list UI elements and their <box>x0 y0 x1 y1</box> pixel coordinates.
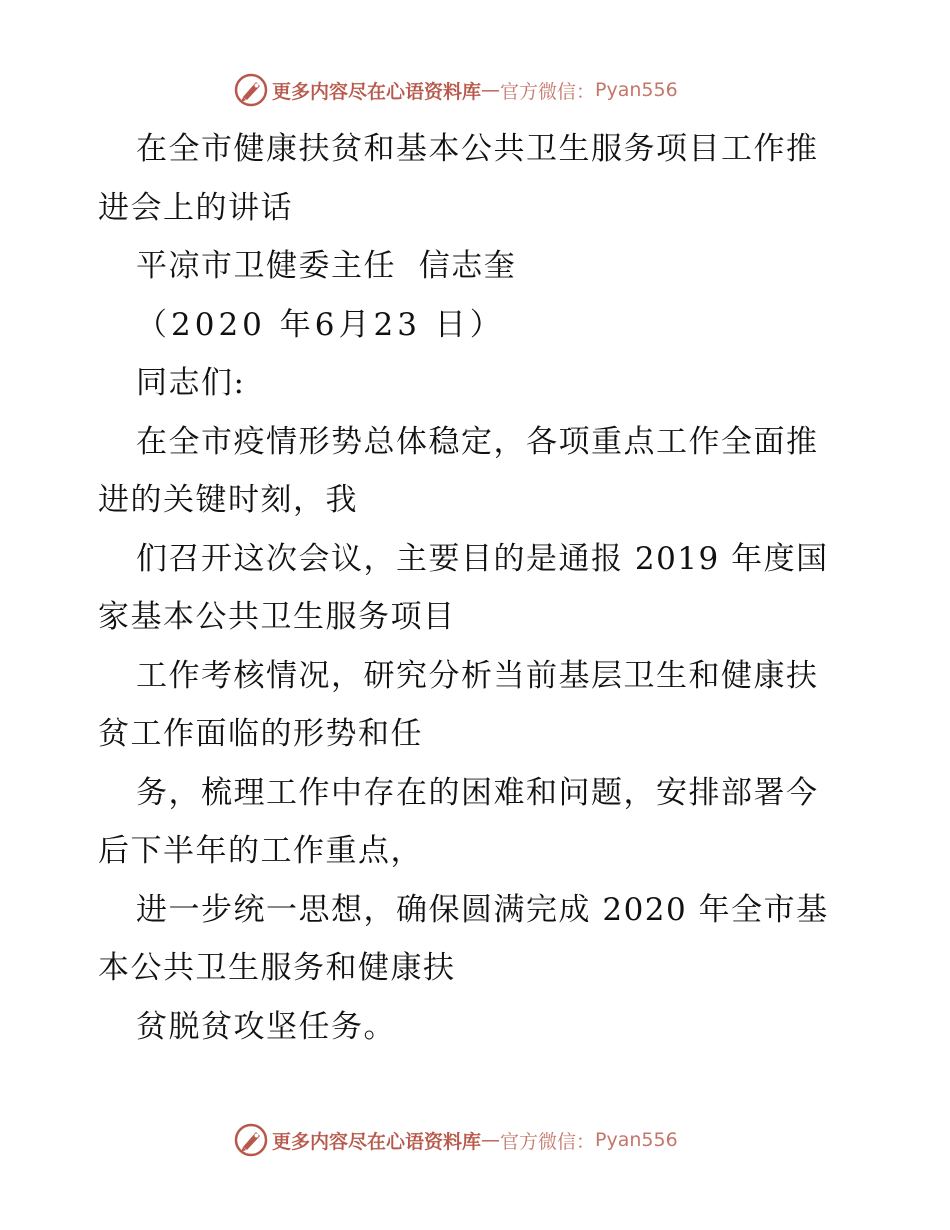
watermark-wechat-label: 官方微信： <box>500 80 596 103</box>
paragraph-line: 务，梳理工作中存在的困难和问题，安排部署今 <box>136 774 819 811</box>
document-title-line-1: 在全市健康扶贫和基本公共卫生服务项目工作推 <box>136 131 819 167</box>
document-body <box>98 120 858 1056</box>
watermark-wechat-label: 官方微信： <box>500 1130 596 1153</box>
footer-watermark <box>234 1122 678 1158</box>
paragraph-line: 进的关键时刻，我 <box>98 482 358 518</box>
paragraph-line: 进一步统一思想，确保圆满完成 2020 年全市基 <box>136 891 829 928</box>
watermark-dash: — <box>481 1129 501 1151</box>
paragraph-line: 本公共卫生服务和健康扶 <box>98 950 456 986</box>
paragraph-line: 们召开这次会议，主要目的是通报 2019 年度国 <box>136 540 829 577</box>
date-line: （2020 年6月23 日） <box>136 306 505 343</box>
paragraph-line: 后下半年的工作重点， <box>98 833 423 869</box>
watermark-main-text: 更多内容尽在心语资料库 <box>272 1130 482 1153</box>
salutation-line: 同志们: <box>136 365 246 401</box>
watermark-wechat-id: Pyan556 <box>595 79 678 101</box>
paragraph-line: 家基本公共卫生服务项目 <box>98 599 456 635</box>
paragraph-line: 贫工作面临的形势和任 <box>98 716 423 752</box>
paragraph-line: 工作考核情况，研究分析当前基层卫生和健康扶 <box>136 657 819 694</box>
pen-nib-logo-icon <box>234 1123 268 1157</box>
paragraph-line: 在全市疫情形势总体稳定，各项重点工作全面推 <box>136 423 819 460</box>
header-watermark <box>234 72 678 108</box>
speaker-line: 平凉市卫健委主任 信志奎 <box>136 248 517 284</box>
watermark-wechat-id: Pyan556 <box>595 1129 678 1151</box>
pen-nib-logo-icon <box>234 73 268 107</box>
watermark-dash: — <box>481 79 501 101</box>
document-title-line-2: 进会上的讲话 <box>98 189 293 226</box>
watermark-main-text: 更多内容尽在心语资料库 <box>272 80 482 103</box>
paragraph-line: 贫脱贫攻坚任务。 <box>136 1008 396 1045</box>
